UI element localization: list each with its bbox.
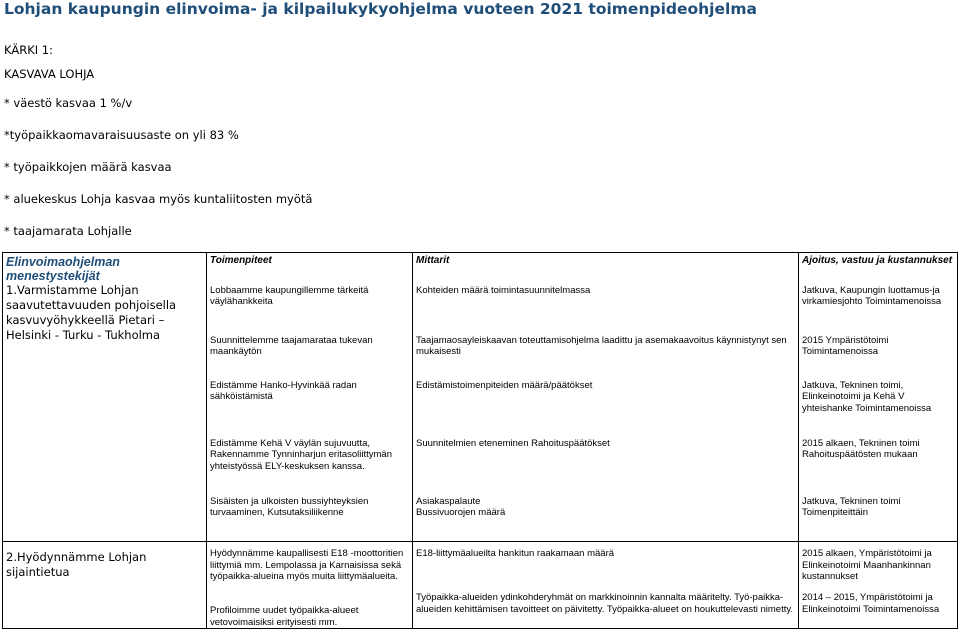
timing-header: Ajoitus, vastuu ja kustannukset bbox=[799, 253, 958, 283]
goal-cell-1 bbox=[3, 253, 207, 542]
metrics-cell-1 bbox=[413, 283, 799, 542]
metric-text: Kohteiden määrä toimintasuunnitelmassa bbox=[416, 284, 591, 296]
measure-text: Edistämme Hanko-Hyvinkää radan sähköistämistä bbox=[210, 379, 357, 402]
timing-text: Jatkuva, Tekninen toimi Toimenpiteittäin bbox=[802, 495, 901, 518]
measures-table bbox=[2, 252, 958, 629]
measure-text: Sisäisten ja ulkoisten bussiyhteyksien turvaaminen, Kutsutaksiliikenne bbox=[210, 495, 369, 518]
timing-text: Jatkuva, Tekninen toimi, Elinkeinotoimi ja Kehä V yhteishanke Toimintamenoissa bbox=[802, 379, 932, 414]
metric-text: Asiakaspalaute Bussivuorojen määrä bbox=[416, 495, 506, 518]
goal-cell-2 bbox=[3, 542, 207, 629]
metric-text: Suunnitelmien eteneminen Rahoituspäätökset bbox=[416, 437, 610, 449]
bullet-item: *työpaikkaomavaraisuusaste on yli 83 % bbox=[4, 128, 239, 142]
metrics-cell-2 bbox=[413, 542, 799, 629]
table-row bbox=[3, 542, 958, 629]
measure-text: Lobbaamme kaupungillemme tärkeitä väylähankkeita bbox=[210, 284, 369, 307]
timing-text: 2015 alkaen, Tekninen toimi Rahoituspäätösten mukaan bbox=[802, 437, 920, 460]
measures-cell-1 bbox=[207, 283, 413, 542]
metric-text: E18-liittymäalueilta hankitun raakamaan määrä bbox=[416, 548, 615, 559]
section-heading: KASVAVA LOHJA bbox=[4, 67, 95, 81]
metric-text: Edistämistoimenpiteiden määrä/päätökset bbox=[416, 379, 593, 391]
timing-cell-2 bbox=[799, 542, 958, 629]
bullet-item: * aluekeskus Lohja kasvaa myös kuntaliitosten myötä bbox=[4, 192, 313, 206]
document-title: Lohjan kaupungin elinvoima- ja kilpailukykyohjelma vuoteen 2021 toimenpideohjelma bbox=[4, 0, 757, 18]
metric-text: Taajamaosayleiskaavan toteuttamisohjelma laadittu ja asemakaavoitus käynnistynyt sen mukaisesti bbox=[416, 334, 787, 357]
measures-header: Toimenpiteet bbox=[207, 253, 413, 283]
table-header-row bbox=[3, 253, 958, 283]
goal-1-text: 1.Varmistamme Lohjan saavutettavuuden pohjoisella kasvuvyöhykkeellä Pietari – Helsinki - Turku - Tukholma bbox=[6, 283, 177, 342]
timing-text: 2015 Ympäristötoimi Toimintamenoissa bbox=[802, 334, 889, 357]
measure-text: Profiloimme uudet työpaikka-alueet vetovoimaisiksi erityisesti mm. bbox=[210, 605, 359, 628]
bullet-item: * taajamarata Lohjalle bbox=[4, 224, 132, 238]
measure-text: Hyödynnämme kaupallisesti E18 -moottoritien liittymiä mm. Lempolassa ja Karnaisissa sekä työpaikka-alueina myös muita liittymäalueita. bbox=[210, 548, 404, 582]
timing-text: 2014 – 2015, Ympäristötoimi ja Elinkeinotoimi Toimintamenoissa bbox=[802, 592, 940, 615]
goal-column-header: Elinvoimaohjelman menestystekijät bbox=[6, 255, 120, 283]
measure-text: Edistämme Kehä V väylän sujuvuutta, Rakennamme Tynninharjun eritasoliittymän yhteistyössä ELY-keskuksen kanssa. bbox=[210, 437, 392, 472]
bullet-item: * väestö kasvaa 1 %/v bbox=[4, 96, 133, 110]
metric-text: Työpaikka-alueiden ydinkohderyhmät on markkinoinnin kannalta määritelty. Työ-paikka-alueiden kehittämisen tavoitteet on päivitetty. Työpaikka-alueet on houkuttelevasti nimetty. bbox=[416, 592, 794, 615]
measure-text: Suunnittelemme taajamarataa tukevan maankäytön bbox=[210, 334, 373, 357]
timing-text: 2015 alkaen, Ympäristötoimi ja Elinkeinotoimi Maanhankinnan kustannukset bbox=[802, 548, 932, 582]
goal-2-text: 2.Hyödynnämme Lohjan sijaintietua bbox=[6, 550, 147, 579]
measures-cell-2 bbox=[207, 542, 413, 629]
karki-label: KÄRKI 1: bbox=[4, 43, 53, 57]
timing-cell-1 bbox=[799, 283, 958, 542]
timing-text: Jatkuva, Kaupungin luottamus-ja virkamiesjohto Toimintamenoissa bbox=[802, 284, 942, 307]
metrics-header: Mittarit bbox=[413, 253, 799, 283]
bullet-item: * työpaikkojen määrä kasvaa bbox=[4, 160, 172, 174]
